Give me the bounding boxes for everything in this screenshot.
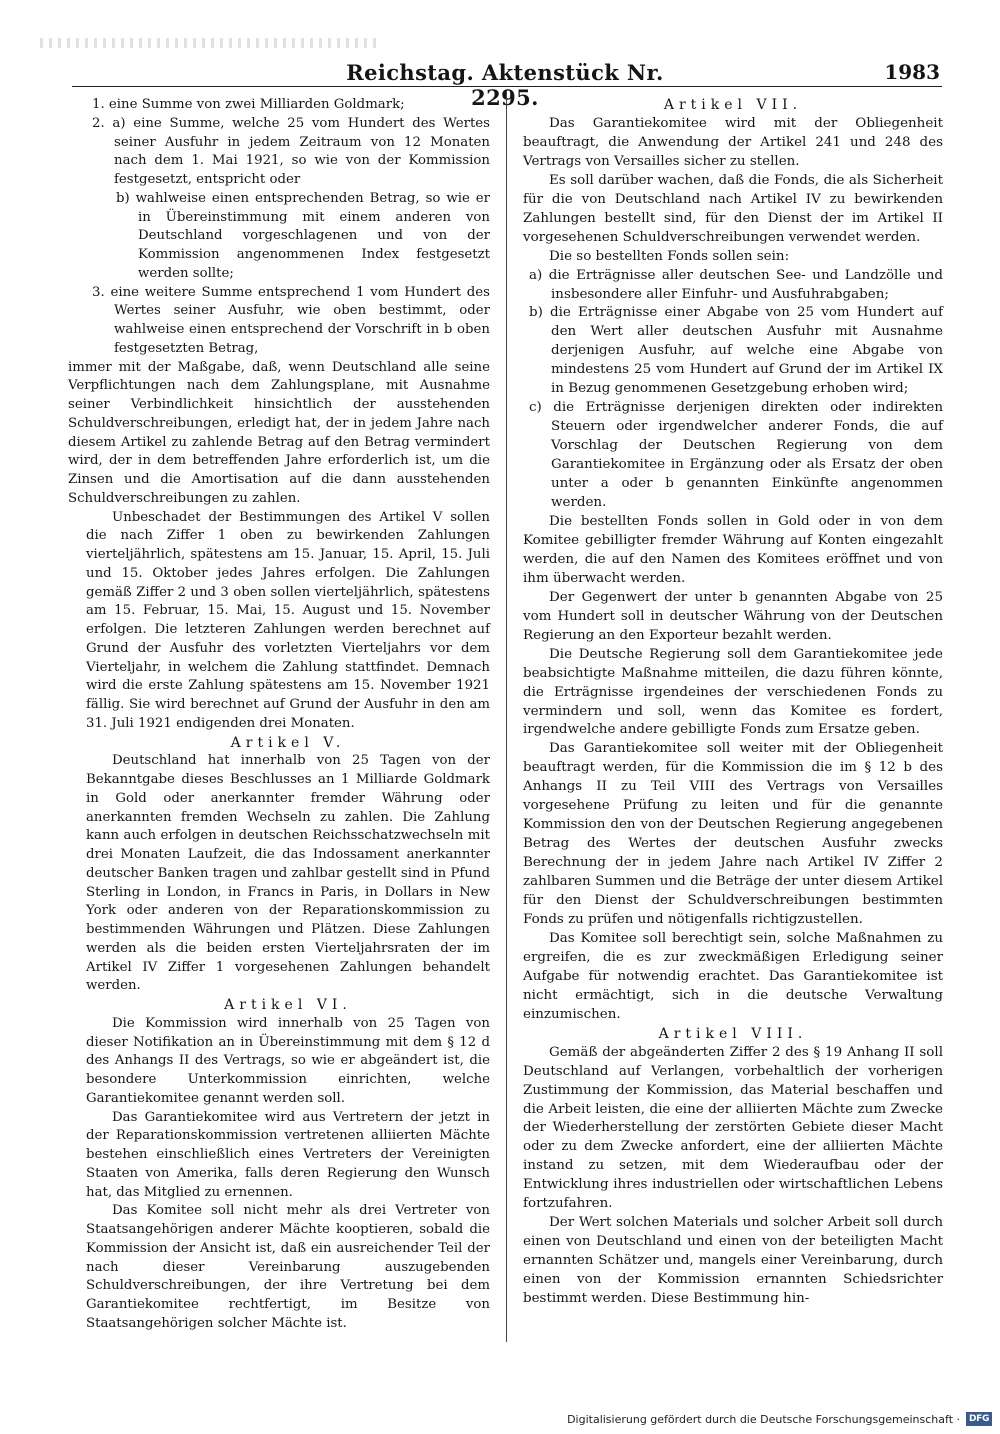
left-paragraph: Deutschland hat innerhalb von 25 Tagen von der Bekanntgabe dieses Beschlusses an 1 Milliarde Goldmark in Gold oder anerkannter fremder Währung oder anerkannten fremden Wechseln zu zahlen. Die Zahlung kann auch erfolgen in deutschen Reichsschatzwechseln mit drei Monaten Laufzeit, die das Indossament anerkannter deutscher Banken tragen und zahlbar gestellt sind in Pfund Sterling in London, in Francs in Paris, in Dollars in New York oder anderen von der Reparationskommission zu bestimmenden Währungen und Plätzen. Diese Zahlungen werden als die beiden ersten Vierteljahrsraten der im Artikel IV Ziffer 1 vorgesehenen Zahlungen behandelt werden.	[86, 753, 490, 994]
dfg-logo: DFG	[966, 1412, 992, 1426]
right-paragraph: Die so bestellten Fonds sollen sein:	[549, 248, 790, 264]
right-paragraph: b) die Erträgnisse einer Abgabe von 25 vom Hundert auf den Wert aller deutschen Ausfuhr mit Ausnahme derjenigen Ausfuhr, auf welche eine Abgabe von mindestens 25 vom Hundert auf Grund der im Artikel IX in Bezug genommenen Gesetzgebung erhoben wird;	[529, 305, 943, 397]
right-paragraph: Das Komitee soll berechtigt sein, solche Maßnahmen zu ergreifen, die es zur zweckmäßigen Erledigung seiner Aufgabe für notwendig erachtet. Das Garantiekomitee ist nicht ermächtigt, sich in die deutsche Verwaltung einzumischen.	[523, 930, 943, 1022]
left-heading: Artikel VI.	[224, 997, 352, 1013]
right-paragraph: Es soll darüber wachen, daß die Fonds, die als Sicherheit für die von Deutschland nach Artikel IV zu bewirkenden Zahlungen bestellt sind, für den Dienst der im Artikel II vorgesehenen Schuldverschreibungen verwendet werden.	[523, 172, 943, 245]
running-title: Reichstag. Aktenstück Nr. 2295.	[346, 60, 664, 110]
left-paragraph: b) wahlweise einen entsprechenden Betrag, so wie er in Übereinstimmung mit einem anderen von Deutschland vorgeschlagenen und von der Kommission angenommenen Index festgesetzt werden sollte;	[116, 190, 490, 281]
column-divider	[506, 92, 507, 1342]
left-column	[68, 96, 490, 1334]
right-paragraph: Gemäß der abgeänderten Ziffer 2 des § 19 Anhang II soll Deutschland auf Verlangen, vorbehaltlich der vorherigen Zustimmung der Kommission, das Material beschaffen und die Arbeit leisten, die eine der alliierten Mächte zum Zwecke der Wiederherstellung der zerstörten Gebiete dieser Macht oder zu dem Zwecke anfordert, eine der alliierten Mächte instand zu setzen, mit dem Wiederaufbau oder der Entwicklung ihres industriellen oder wirtschaftlichen Lebens fortzufahren.	[523, 1044, 943, 1212]
left-heading: Artikel V.	[230, 734, 346, 751]
left-paragraph: 1. eine Summe von zwei Milliarden Goldmark;	[92, 97, 405, 112]
right-paragraph: Die bestellten Fonds sollen in Gold oder in von dem Komitee gebilligter fremder Währung auf Konten eingezahlt werden, die auf den Namen des Komitees eröffnet und von ihm überwacht werden.	[523, 513, 943, 586]
right-heading: Artikel VIII.	[658, 1025, 808, 1042]
right-paragraph: c) die Erträgnisse derjenigen direkten oder indirekten Steuern oder irgendwelcher anderer Fonds, die auf Vorschlag der Deutschen Regierung von dem Garantiekomitee in Ergänzung oder als Ersatz der oben unter a oder b genannten Einkünfte angenommen werden.	[529, 400, 943, 511]
right-paragraph: Der Wert solchen Materials und solcher Arbeit soll durch einen von Deutschland und einen von der beteiligten Macht ernannten Schätzer und, mangels einer Vereinbarung, durch einen von der Kommission ernannten Schiedsrichter bestimmt werden. Diese Bestimmung hin-	[523, 1215, 943, 1307]
left-paragraph: Das Komitee soll nicht mehr als drei Vertreter von Staatsangehörigen anderer Mächte kooptieren, sobald die Kommission der Ansicht ist, daß ein ausreichender Teil der nach dieser Vereinbarung auszugebenden Schuldverschreibungen, der ihre Vertretung bei dem Garantiekomitee rechtfertigt, im Besitze von Staatsangehörigen solcher Mächte ist.	[86, 1203, 490, 1331]
left-paragraph: Das Garantiekomitee wird aus Vertretern der jetzt in der Reparationskommission vertretenen alliierten Mächte bestehen einschließlich eines Vertreters der Vereinigten Staaten von Amerika, falls deren Regierung den Wunsch hat, das Mitglied zu ernennen.	[86, 1109, 490, 1200]
right-paragraph: Die Deutsche Regierung soll dem Garantiekomitee jede beabsichtigte Maßnahme mitteilen, die dazu führen könnte, die Erträgnisse irgendeines der verschiedenen Fonds zu vermindern und soll, wenn das Komitee es fordert, irgendwelche andere gebilligte Fonds zum Ersatze geben.	[523, 646, 943, 738]
page-number: 1983	[884, 60, 940, 84]
left-paragraph: immer mit der Maßgabe, daß, wenn Deutschland alle seine Verpflichtungen nach dem Zahlungsplane, mit Ausnahme seiner Verbindlichkeit hinsichtlich der ausstehenden Schuldverschreibungen, erledigt hat, der in jedem Jahre nach diesem Artikel zu zahlende Betrag auf den Betrag vermindert wird, der in dem betreffenden Jahre erforderlich ist, um die Zinsen und die Amortisation auf die dann ausstehenden Schuldverschreibungen zu zahlen.	[68, 359, 490, 506]
left-paragraph: 2. a) eine Summe, welche 25 vom Hundert des Wertes seiner Ausfuhr in jedem Zeitraum von 12 Monaten nach dem 1. Mai 1921, so wie von der Kommission festgesetzt, entspricht oder	[92, 115, 490, 187]
right-paragraph: a) die Erträgnisse aller deutschen See- und Landzölle und insbesondere aller Einfuhr- und Ausfuhrabgaben;	[529, 267, 943, 302]
scan-artifact	[40, 38, 380, 48]
footer-credit: Digitalisierung gefördert durch die Deutsche Forschungsgemeinschaft ·	[567, 1413, 960, 1426]
right-paragraph: Das Garantiekomitee wird mit der Obliegenheit beauftragt, die Anwendung der Artikel 241 und 248 des Vertrags von Versailles sicher zu stellen.	[523, 115, 943, 169]
header-rule	[72, 86, 942, 87]
right-heading: Artikel VII.	[663, 97, 803, 113]
right-column	[523, 96, 943, 1309]
right-paragraph: Der Gegenwert der unter b genannten Abgabe von 25 vom Hundert soll in deutscher Währung von der Deutschen Regierung an den Exporteur bezahlt werden.	[523, 589, 943, 643]
left-paragraph: Unbeschadet der Bestimmungen des Artikel V sollen die nach Ziffer 1 oben zu bewirkenden Zahlungen vierteljährlich, spätestens am 15. Januar, 15. April, 15. Juli und 15. Oktober jedes Jahres erfolgen. Die Zahlungen gemäß Ziffer 2 und 3 oben sollen vierteljährlich, spätestens am 15. Februar, 15. Mai, 15. August und 15. November erfolgen. Die letzteren Zahlungen werden berechnet auf Grund der Ausfuhr des vorletzten Vierteljahrs vor dem Vierteljahr, in welchem die Zahlung stattfindet. Demnach wird die erste Zahlung spätestens am 15. November 1921 fällig. Sie wird berechnet auf Grund der Ausfuhr in den am 31. Juli 1921 endigenden drei Monaten.	[86, 509, 490, 731]
right-paragraph: Das Garantiekomitee soll weiter mit der Obliegenheit beauftragt werden, für die Kommission die im § 12 b des Anhangs II zu Teil VIII des Vertrags von Versailles vorgesehene Prüfung zu leiten und für die genannte Kommission den von der Deutschen Regierung angegebenen Betrag des Wertes der deutschen Ausfuhr zwecks Berechnung der in jedem Jahre nach Artikel IV Ziffer 2 zahlbaren Summen und die Beträge der unter diesem Artikel für den Dienst der Schuldverschreibungen bestimmten Fonds zu prüfen und nötigenfalls richtigzustellen.	[523, 741, 943, 927]
left-paragraph: Die Kommission wird innerhalb von 25 Tagen von dieser Notifikation an in Übereinstimmung mit dem § 12 d des Anhangs II des Vertrags, so wie er abgeändert ist, die besondere Unterkommission einrichten, welche Garantiekomitee genannt werden soll.	[86, 1015, 490, 1106]
left-paragraph: 3. eine weitere Summe entsprechend 1 vom Hundert des Wertes seiner Ausfuhr, wie oben bestimmt, oder wahlweise einen entsprechend der Vorschrift in b oben festgesetzten Betrag,	[92, 284, 490, 356]
